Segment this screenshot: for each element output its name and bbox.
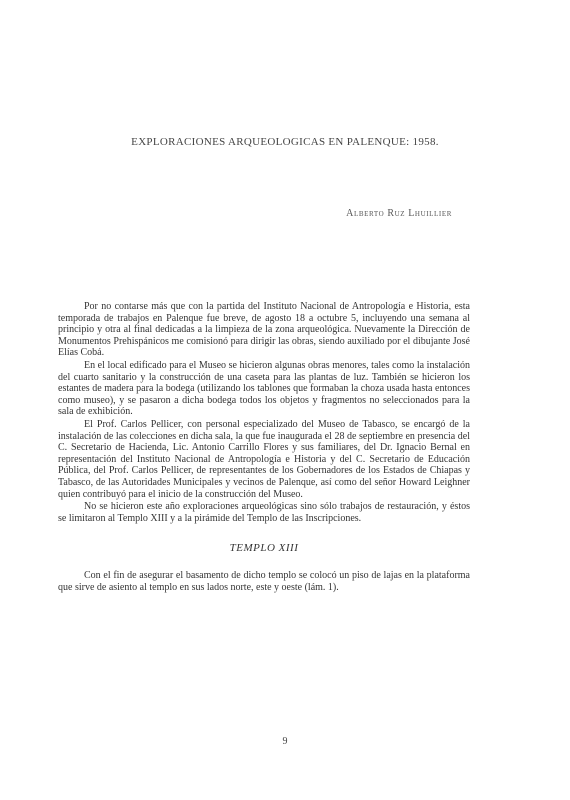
paragraph: Con el fin de asegurar el basamento de dicho templo se colocó un piso de lajas en la plataforma que sirve de asiento al templo en sus lados norte, este y oeste (lám. 1). xyxy=(58,570,470,593)
document-title: EXPLORACIONES ARQUEOLOGICAS EN PALENQUE: 1958. xyxy=(131,136,439,148)
paragraph: En el local edificado para el Museo se hicieron algunas obras menores, tales como la instalación del cuarto sanitario y la construcción de una caseta para las plantas de luz. También se hicieron los estantes de madera para la bodega (utilizando los tablones que formaban la choza usada hasta entonces como museo), y se pasaron a dicha bodega todos los objetos y fragmentos no seleccionados para la sala de exhibición. xyxy=(58,359,470,418)
section-heading: TEMPLO XIII xyxy=(229,542,299,555)
author-name: Alberto Ruz Lhuillier xyxy=(346,208,452,219)
page-number: 9 xyxy=(282,736,288,747)
paragraph: Por no contarse más que con la partida del Instituto Nacional de Antropología e Historia, esta temporada de trabajos en Palenque fue breve, de agosto 18 a octubre 5, incluyendo una semana al principio y otra al final dedicadas a la limpieza de la zona arqueológica. Nuevamente la Dirección de Monumentos Prehispánicos me comisionó para dirigir las obras, siendo auxiliado por el dibujante José Elías Cobá. xyxy=(58,301,470,359)
paragraph: No se hicieron este año exploraciones arqueológicas sino sólo trabajos de restauración, y éstos se limitaron al Templo XIII y a la pirámide del Templo de las Inscripciones. xyxy=(58,501,470,524)
document-body xyxy=(58,301,470,593)
paragraph: El Prof. Carlos Pellicer, con personal especializado del Museo de Tabasco, se encargó de la instalación de las colecciones en dicha sala, la que fue inaugurada el 28 de septiembre en presencia del C. Secretario de Hacienda, Lic. Antonio Carrillo Flores y sus familiares, del Dr. Ignacio Bernal en representación del Instituto Nacional de Antropología e Historia y del C. Secretario de Educación Pública, del Prof. Carlos Pellicer, de representantes de los Gobernadores de los Estados de Chiapas y Tabasco, de las Autoridades Municipales y vecinos de Palenque, así como del señor Howard Leighner quien contribuyó para el inicio de la construcción del Museo. xyxy=(58,418,470,500)
